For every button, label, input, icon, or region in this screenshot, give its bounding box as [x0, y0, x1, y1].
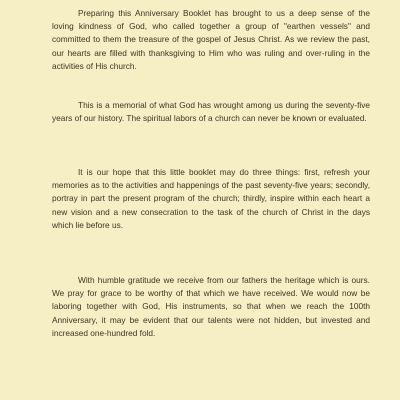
paragraph-preparing-booklet: Preparing this Anniversary Booklet has brought to us a deep sense of the loving kindness of God, who called together a group of "earthen vessels" and committed to them the treasure of the gospel of Jesus Christ. As we review the past, our hearts are filled with thanksgiving to Him who was ruling and over-ruling in the activities of His church.: [52, 8, 370, 71]
paragraph-memorial: This is a memorial of what God has wrought among us during the seventy-five years of our history. The spiritual labors of a church can never be known or evaluated.: [52, 100, 370, 124]
paragraph-hope: It is our hope that this little booklet may do three things: first, refresh your memories as to the activities and happenings of the past seventy-five years; secondly, portray in part the present program of the church; thirdly, inspire within each heart a new vision and a new consecration to the task of the church of Christ in the days which lie before us.: [52, 167, 370, 230]
paragraph-gratitude: With humble gratitude we receive from our fathers the heritage which is ours. We pray for grace to be worthy of that which we have received. We would now be laboring together with God, His instruments, so that when we reach the 100th Anniversary, it may be evident that our talents were not hidden, but invested and increased one-hundred fold.: [52, 275, 370, 338]
